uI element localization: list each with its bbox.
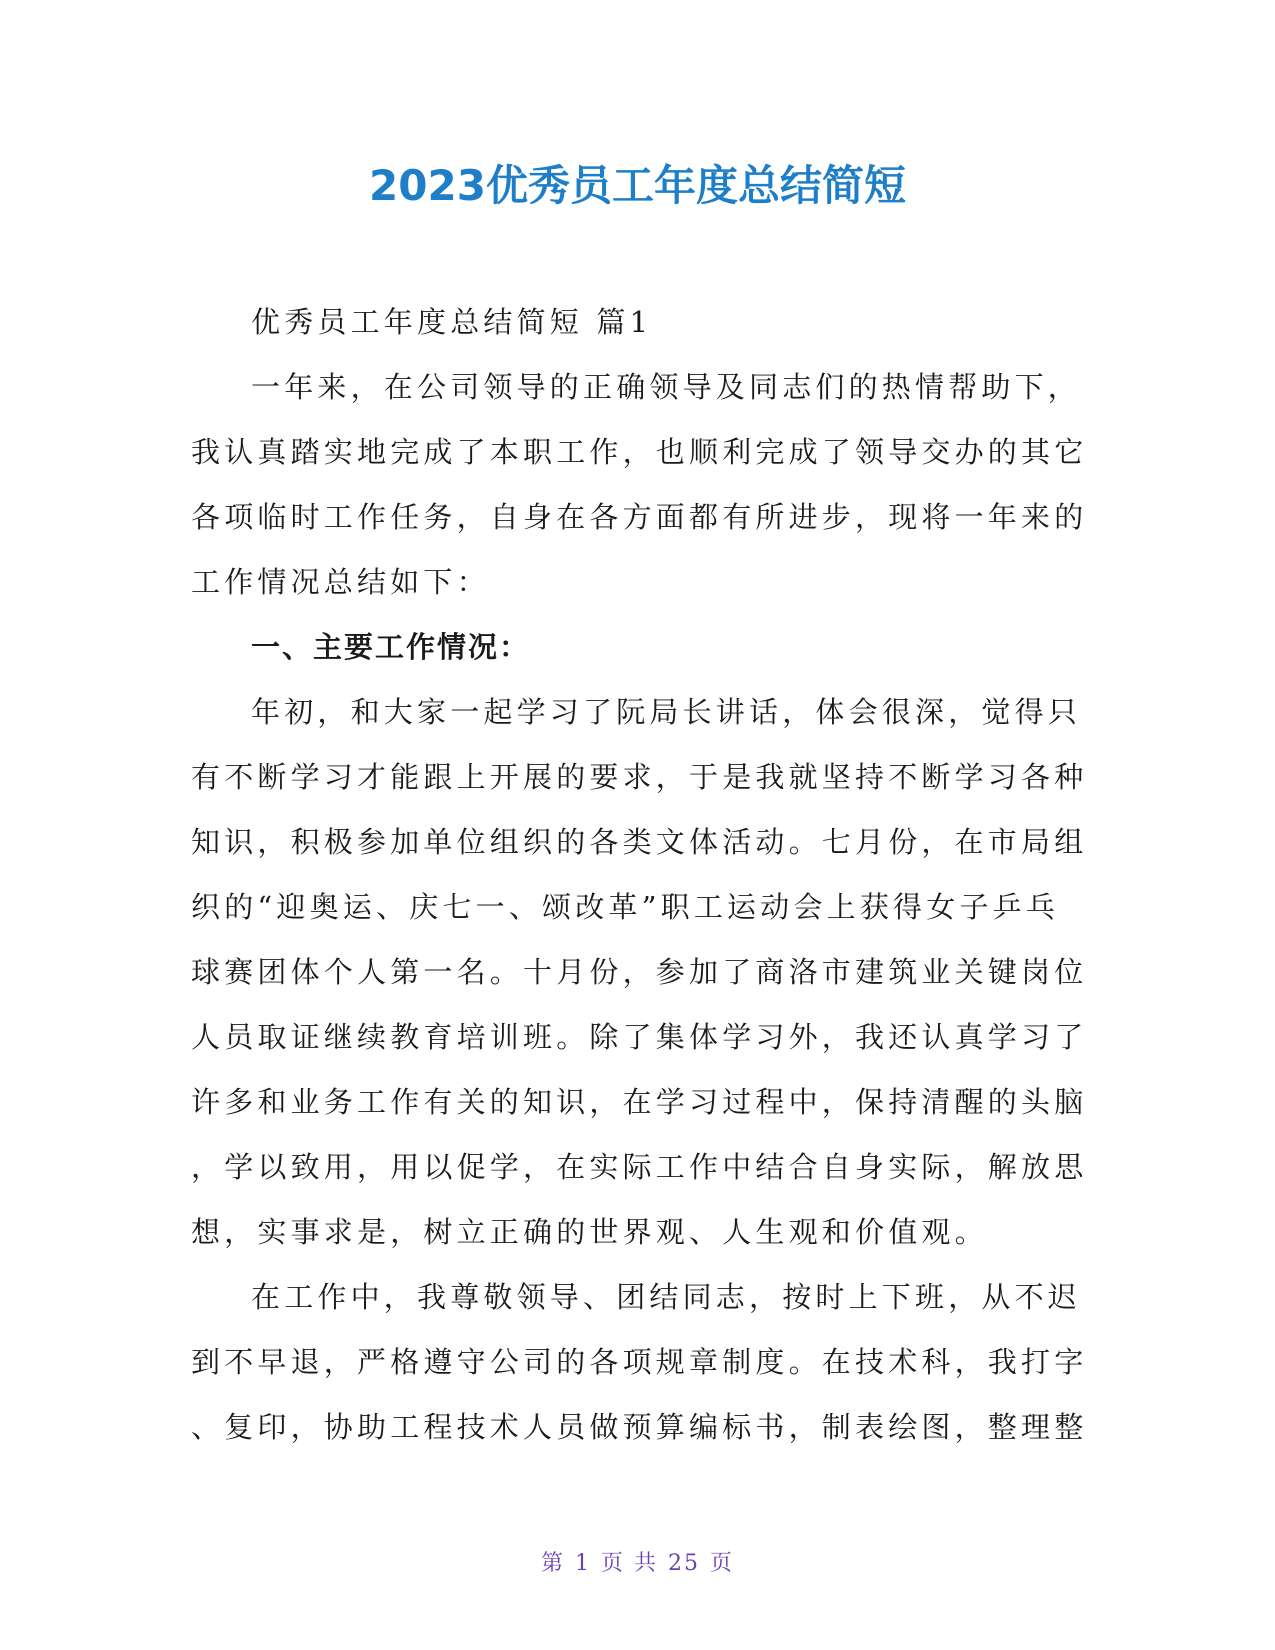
section-heading: 一、主要工作情况： xyxy=(251,630,531,664)
paragraph-line: 年初，和大家一起学习了阮局长讲话，体会很深，觉得只 xyxy=(251,695,1082,729)
footer-suffix: 页 xyxy=(710,1551,735,1576)
paragraph-line: 各项临时工作任务，自身在各方面都有所进步，现将一年来的 xyxy=(191,500,1087,534)
paragraph-line: 到不早退，严格遵守公司的各项规章制度。在技术科，我打字 xyxy=(191,1345,1087,1379)
paragraph-line: 人员取证继续教育培训班。除了集体学习外，我还认真学习了 xyxy=(191,1020,1087,1054)
section-subtitle: 优秀员工年度总结简短 篇1 xyxy=(251,305,653,339)
footer-total-pages: 25 xyxy=(668,1551,700,1576)
footer-middle: 页 共 xyxy=(601,1551,658,1576)
document-body xyxy=(191,290,1087,1460)
paragraph-line: 球赛团体个人第一名。十月份，参加了商洛市建筑业关键岗位 xyxy=(191,955,1087,989)
document-title: 2023优秀员工年度总结简短 xyxy=(369,161,906,210)
paragraph-line: 一年来，在公司领导的正确领导及同志们的热情帮助下， xyxy=(251,370,1082,404)
paragraph-line: 知识，积极参加单位组织的各类文体活动。七月份，在市局组 xyxy=(191,825,1087,859)
footer-prefix: 第 xyxy=(540,1551,565,1576)
footer-page-number: 1 xyxy=(575,1551,591,1576)
paragraph-line: 织的“迎奥运、庆七一、颂改革”职工运动会上获得女子乒乓 xyxy=(191,890,1060,924)
paragraph-line: 许多和业务工作有关的知识，在学习过程中，保持清醒的头脑 xyxy=(191,1085,1087,1119)
paragraph-line: 、复印，协助工程技术人员做预算编标书，制表绘图，整理整 xyxy=(191,1410,1087,1444)
paragraph-line: 在工作中，我尊敬领导、团结同志，按时上下班，从不迟 xyxy=(251,1280,1082,1314)
paragraph-line: ，学以致用，用以促学，在实际工作中结合自身实际，解放思 xyxy=(191,1150,1087,1184)
page-footer xyxy=(0,1546,1275,1577)
paragraph-line: 想，实事求是，树立正确的世界观、人生观和价值观。 xyxy=(191,1215,988,1249)
paragraph-line: 有不断学习才能跟上开展的要求，于是我就坚持不断学习各种 xyxy=(191,760,1087,794)
paragraph-line: 我认真踏实地完成了本职工作，也顺利完成了领导交办的其它 xyxy=(191,435,1087,469)
paragraph-line: 工作情况总结如下： xyxy=(191,565,490,599)
